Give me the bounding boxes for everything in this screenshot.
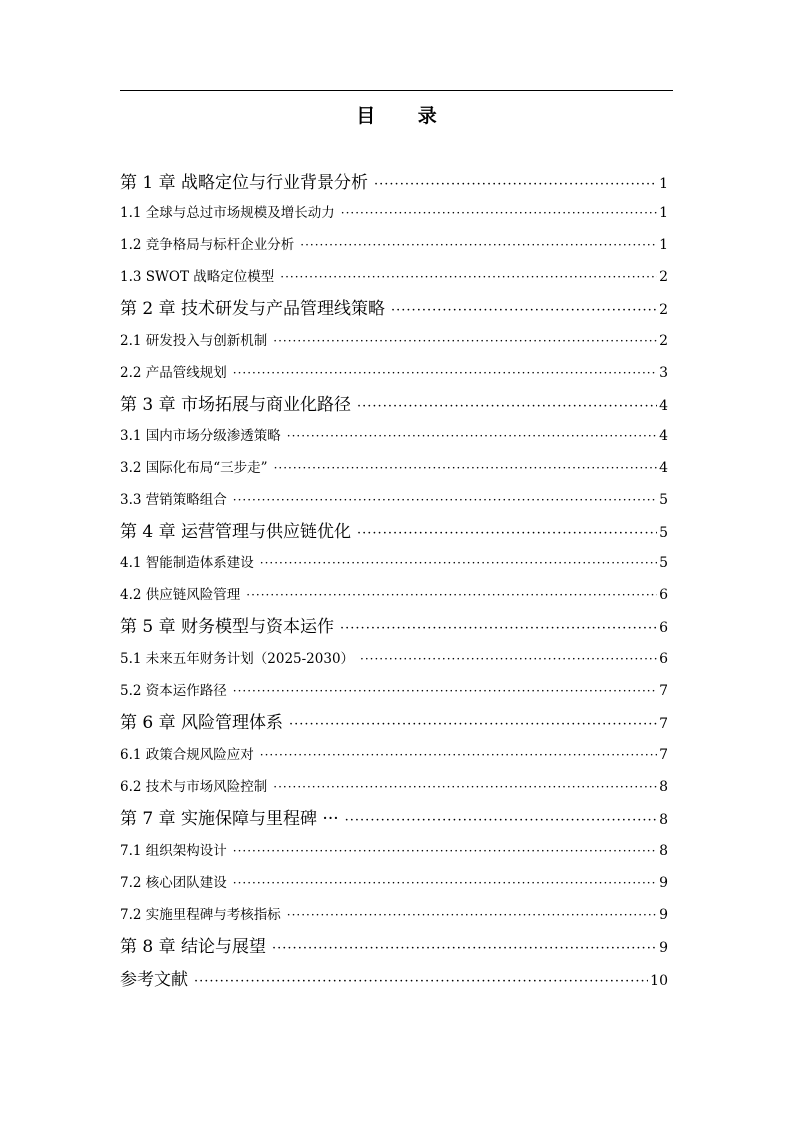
toc-dot-leader	[280, 270, 657, 284]
toc-page-number: 6	[659, 587, 668, 603]
toc-section-entry[interactable]	[120, 551, 668, 573]
toc-entry-label: 3.1 国内市场分级渗透策略	[120, 428, 281, 444]
toc-entry-label: 第 7 章 实施保障与里程碑 ···	[120, 809, 339, 829]
toc-page-number: 5	[659, 555, 668, 571]
toc-entry-label: 3.3 营销策略组合	[120, 492, 227, 508]
toc-entry-label: 3.2 国际化布局“三步走”	[120, 460, 268, 476]
toc-page-number: 3	[659, 365, 668, 381]
toc-dot-leader	[357, 399, 657, 414]
toc-dot-leader	[340, 621, 657, 636]
toc-section-entry[interactable]	[120, 743, 668, 765]
toc-dot-leader	[341, 206, 657, 220]
toc-dot-leader	[374, 177, 657, 192]
toc-entry-label: 1.3 SWOT 战略定位模型	[120, 269, 275, 285]
toc-chapter-entry[interactable]	[120, 517, 668, 543]
toc-dot-leader	[260, 748, 657, 762]
toc-page-number: 2	[659, 333, 668, 349]
toc-page-number: 6	[659, 651, 668, 667]
toc-page-number: 8	[659, 812, 668, 828]
toc-entry-label: 2.2 产品管线规划	[120, 365, 227, 381]
toc-dot-leader	[289, 717, 657, 732]
toc-section-entry[interactable]	[120, 679, 668, 701]
toc-dot-leader	[273, 780, 657, 794]
toc-entry-label: 2.1 研发投入与创新机制	[120, 333, 268, 349]
toc-entry-label: 4.1 智能制造体系建设	[120, 555, 254, 571]
toc-page-number: 6	[659, 620, 668, 636]
toc-page-number: 10	[650, 973, 668, 989]
toc-entry-label: 第 8 章 结论与展望	[120, 937, 267, 957]
toc-chapter-entry[interactable]	[120, 612, 668, 638]
toc-entry-label: 1.1 全球与总过市场规模及增长动力	[120, 205, 335, 221]
toc-entry-label: 第 6 章 风险管理体系	[120, 713, 284, 733]
toc-chapter-entry[interactable]	[120, 804, 668, 830]
toc-page-number: 4	[659, 398, 668, 414]
toc-entry-label: 5.2 资本运作路径	[120, 683, 227, 699]
toc-chapter-entry[interactable]	[120, 390, 668, 416]
toc-page-number: 1	[659, 205, 668, 221]
toc-chapter-entry[interactable]	[120, 708, 668, 734]
toc-dot-leader	[287, 908, 657, 922]
toc-entry-label: 第 4 章 运营管理与供应链优化	[120, 522, 352, 542]
toc-page-number: 9	[659, 875, 668, 891]
toc-page-number: 9	[659, 907, 668, 923]
toc-page-number: 4	[659, 460, 668, 476]
toc-section-entry[interactable]	[120, 361, 668, 383]
toc-page-number: 5	[659, 492, 668, 508]
toc-section-entry[interactable]	[120, 775, 668, 797]
toc-dot-leader	[345, 813, 657, 828]
toc-entry-label: 7.2 核心团队建设	[120, 875, 227, 891]
toc-page-number: 2	[659, 269, 668, 285]
toc-page-number: 9	[659, 940, 668, 956]
toc-entry-label: 7.2 实施里程碑与考核指标	[120, 907, 281, 923]
toc-entry-label: 5.1 未来五年财务计划（2025-2030）	[120, 651, 355, 667]
toc-page-number: 8	[659, 843, 668, 859]
toc-dot-leader	[260, 556, 657, 570]
toc-page-number: 2	[659, 302, 668, 318]
toc-chapter-entry[interactable]	[120, 168, 668, 194]
toc-dot-leader	[194, 974, 648, 989]
toc-section-entry[interactable]	[120, 871, 668, 893]
toc-dot-leader	[233, 493, 657, 507]
toc-title: 目 录	[356, 105, 455, 127]
toc-chapter-entry[interactable]	[120, 965, 668, 991]
toc-section-entry[interactable]	[120, 488, 668, 510]
toc-section-entry[interactable]	[120, 647, 668, 669]
toc-entry-label: 6.1 政策合规风险应对	[120, 747, 254, 763]
toc-entry-label: 第 2 章 技术研发与产品管理线策略	[120, 299, 386, 319]
toc-dot-leader	[273, 334, 657, 348]
toc-dot-leader	[274, 461, 658, 475]
toc-chapter-entry[interactable]	[120, 294, 668, 320]
toc-entry-label: 7.1 组织架构设计	[120, 843, 227, 859]
toc-section-entry[interactable]	[120, 233, 668, 255]
toc-entry-label: 第 3 章 市场拓展与商业化路径	[120, 395, 352, 415]
toc-dot-leader	[287, 429, 657, 443]
toc-dot-leader	[233, 876, 657, 890]
toc-dot-leader	[233, 366, 657, 380]
toc-section-entry[interactable]	[120, 583, 668, 605]
toc-page-number: 8	[659, 779, 668, 795]
toc-page-number: 7	[659, 683, 668, 699]
toc-section-entry[interactable]	[120, 329, 668, 351]
toc-dot-leader	[233, 844, 657, 858]
toc-section-entry[interactable]	[120, 265, 668, 287]
toc-dot-leader	[357, 526, 657, 541]
toc-section-entry[interactable]	[120, 424, 668, 446]
toc-section-entry[interactable]	[120, 903, 668, 925]
toc-page-number: 4	[659, 428, 668, 444]
toc-page-number: 1	[659, 176, 668, 192]
toc-section-entry[interactable]	[120, 839, 668, 861]
header-rule	[120, 90, 673, 91]
toc-entry-label: 参考文献	[120, 970, 188, 990]
toc-entry-label: 6.2 技术与市场风险控制	[120, 779, 268, 795]
toc-dot-leader	[391, 303, 657, 318]
toc-page-number: 1	[659, 237, 668, 253]
toc-dot-leader	[360, 652, 657, 666]
toc-page-number: 7	[659, 716, 668, 732]
toc-page-number: 5	[659, 525, 668, 541]
toc-entry-label: 1.2 竞争格局与标杆企业分析	[120, 237, 295, 253]
toc-section-entry[interactable]	[120, 456, 668, 478]
toc-chapter-entry[interactable]	[120, 932, 668, 958]
toc-dot-leader	[233, 684, 657, 698]
toc-page-number: 7	[659, 747, 668, 763]
toc-section-entry[interactable]	[120, 201, 668, 223]
toc-dot-leader	[300, 238, 657, 252]
toc-dot-leader	[246, 588, 657, 602]
toc-entry-label: 第 5 章 财务模型与资本运作	[120, 617, 335, 637]
toc-entry-label: 4.2 供应链风险管理	[120, 587, 241, 603]
toc-dot-leader	[272, 941, 657, 956]
toc-entry-label: 第 1 章 战略定位与行业背景分析	[120, 173, 369, 193]
